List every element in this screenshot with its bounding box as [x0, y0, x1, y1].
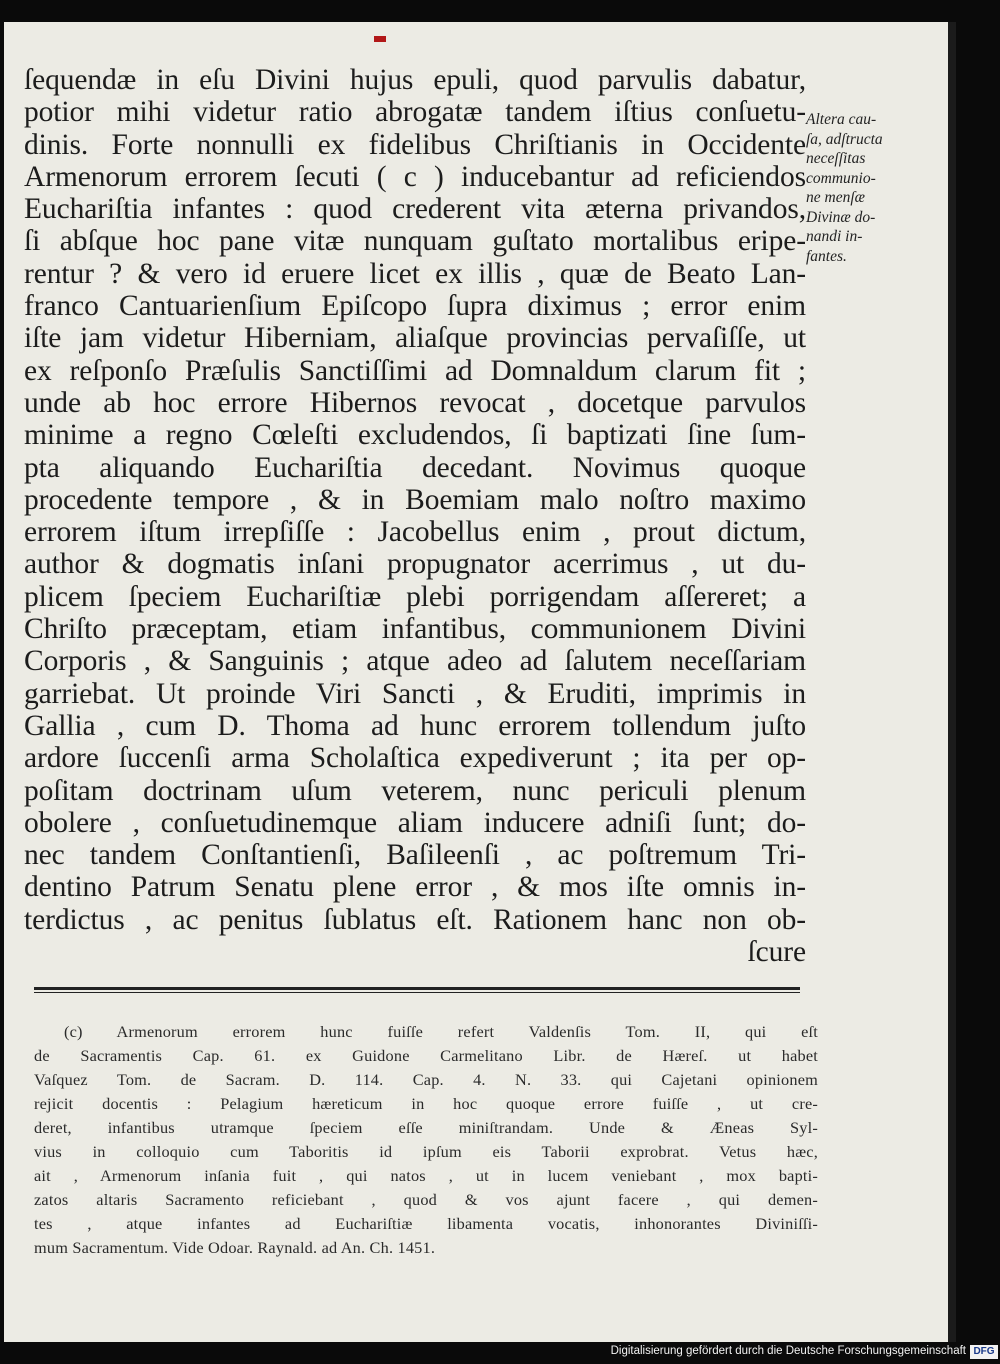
- margin-note-line: Altera cau-: [806, 111, 877, 128]
- text-line: terdictus , ac penitus ſublatus eſt. Rationem hanc non ob-: [24, 903, 806, 936]
- text-line: dinis. Forte nonnulli ex fidelibus Chriſtianis in Occidente: [24, 128, 806, 161]
- book-page: [0, 22, 948, 1342]
- footnote-line: de Sacramentis Cap. 61. ex Guidone Carmelitano Libr. de Hæreſ. ut habet: [34, 1046, 818, 1065]
- text-line: Corporis , & Sanguinis ; atque adeo ad ſalutem neceſſariam: [24, 645, 806, 678]
- text-line: obolere , conſuetudinemque aliam inducere adniſi ſunt; do-: [24, 806, 806, 839]
- footnote-line: ait , Armenorum inſania fuit , qui natos , ut in lucem veniebant , mox bapti-: [34, 1166, 818, 1185]
- footnote-line: mum Sacramentum. Vide Odoar. Raynald. ad An. Ch. 1451.: [34, 1238, 436, 1257]
- text-line: Euchariſtia infantes : quod crederent vita æterna privandos,: [24, 193, 806, 226]
- text-line: nec tandem Conſtantienſi, Baſileenſi , ac poſtremum Tri-: [24, 839, 806, 872]
- footnote-line: deret, infantibus utramque ſpeciem eſſe miniſtrandam. Unde & Æneas Syl-: [34, 1118, 818, 1137]
- margin-note-line: ne menſæ: [806, 189, 865, 206]
- footnote-line: Vaſquez Tom. de Sacram. D. 114. Cap. 4. N. 33. qui Cajetani opinionem: [34, 1070, 818, 1089]
- margin-note-line: communio-: [806, 169, 876, 187]
- margin-note-line: fantes.: [806, 247, 847, 265]
- footnote-line: rejicit docentis : Pelagium hæreticum in hoc quoque errore fuiſſe , ut cre-: [34, 1094, 818, 1113]
- text-line: dentino Patrum Senatu plene error , & mos iſte omnis in-: [24, 871, 806, 904]
- footnote-line: vius in colloquio cum Taboritis id ipſum eis Taborii exprobrat. Vetus hæc,: [34, 1142, 818, 1161]
- text-line: garriebat. Ut proinde Viri Sancti , & Eruditi, imprimis in: [24, 677, 806, 710]
- text-line: iſte jam videtur Hiberniam, aliaſque provincias pervaſiſſe, ut: [24, 322, 806, 355]
- margin-note-line: Divinæ do-: [806, 208, 876, 226]
- text-line: potior mihi videtur ratio abrogatæ tandem iſtius conſuetu-: [24, 96, 806, 129]
- text-line: ſi abſque hoc pane vitæ nunquam guſtato mortalibus eripe-: [24, 225, 806, 258]
- text-line: plicem ſpeciem Euchariſtiæ plebi porrigendam aſſereret; a: [24, 580, 806, 613]
- margin-note: [806, 110, 924, 266]
- text-line: franco Cantuarienſium Epiſcopo ſupra diximus ; error enim: [24, 290, 806, 323]
- footnote-line: (c) Armenorum errorem hunc fuiſſe refert Valdenſis Tom. II, qui eſt: [64, 1022, 818, 1041]
- text-line: pta aliquando Euchariſtia decedant. Novimus quoque: [24, 451, 806, 484]
- footnote-divider-rule: [34, 987, 800, 990]
- text-line: ſcure: [747, 936, 806, 969]
- red-bookmark-mark: [374, 36, 386, 42]
- margin-note-line: ſa, adſtructa: [806, 130, 883, 148]
- footnote-line: tes , atque infantes ad Euchariſtiæ libamenta vocatis, inhonorantes Diviniſſi-: [34, 1214, 818, 1233]
- footer-credit-text: Digitalisierung gefördert durch die Deutsche Forschungsgemeinschaft: [610, 1345, 966, 1357]
- margin-note-line: neceſſitas: [806, 150, 866, 167]
- page-edge-shadow: [948, 22, 956, 1342]
- footnote-line: zatos altaris Sacramento reficiebant , quod & vos ajunt facere , qui demen-: [34, 1190, 818, 1209]
- text-line: Gallia , cum D. Thoma ad hunc errorem tollendum juſto: [24, 709, 806, 742]
- text-line: poſitam doctrinam uſum veterem, nunc periculi plenum: [24, 774, 806, 807]
- margin-note-line: nandi in-: [806, 228, 863, 245]
- text-line: Chriſto præceptam, etiam infantibus, communionem Divini: [24, 613, 806, 646]
- text-line: ſequendæ in eſu Divini hujus epuli, quod parvulis dabatur,: [24, 64, 806, 96]
- text-line: ardore ſuccenſi arma Scholaſtica expediverunt ; ita per op-: [24, 742, 806, 775]
- text-line: minime a regno Cœleſti excludendos, ſi baptizati ſine ſum-: [24, 419, 806, 452]
- text-line: Armenorum errorem ſecuti ( c ) inducebantur ad reficiendos: [24, 160, 806, 193]
- dfg-logo-icon: DFG: [970, 1345, 998, 1359]
- text-line: rentur ? & vero id eruere licet ex illis , quæ de Beato Lan-: [24, 257, 806, 290]
- digitization-footer-bar: [0, 1342, 1000, 1364]
- text-line: author & dogmatis inſani propugnator acerrimus , ut du-: [24, 548, 806, 581]
- text-line: errorem iſtum irrepſiſſe : Jacobellus enim , prout dictum,: [24, 516, 806, 549]
- footnote-block: [34, 1020, 818, 1260]
- footnote-divider-rule-thin: [34, 992, 800, 993]
- main-text-block: [24, 64, 806, 968]
- text-line: ex reſponſo Præſulis Sanctiſſimi ad Domnaldum clarum fit ;: [24, 354, 806, 387]
- text-line: procedente tempore , & in Boemiam malo noſtro maximo: [24, 483, 806, 516]
- text-line: unde ab hoc errore Hibernos revocat , docetque parvulos: [24, 386, 806, 419]
